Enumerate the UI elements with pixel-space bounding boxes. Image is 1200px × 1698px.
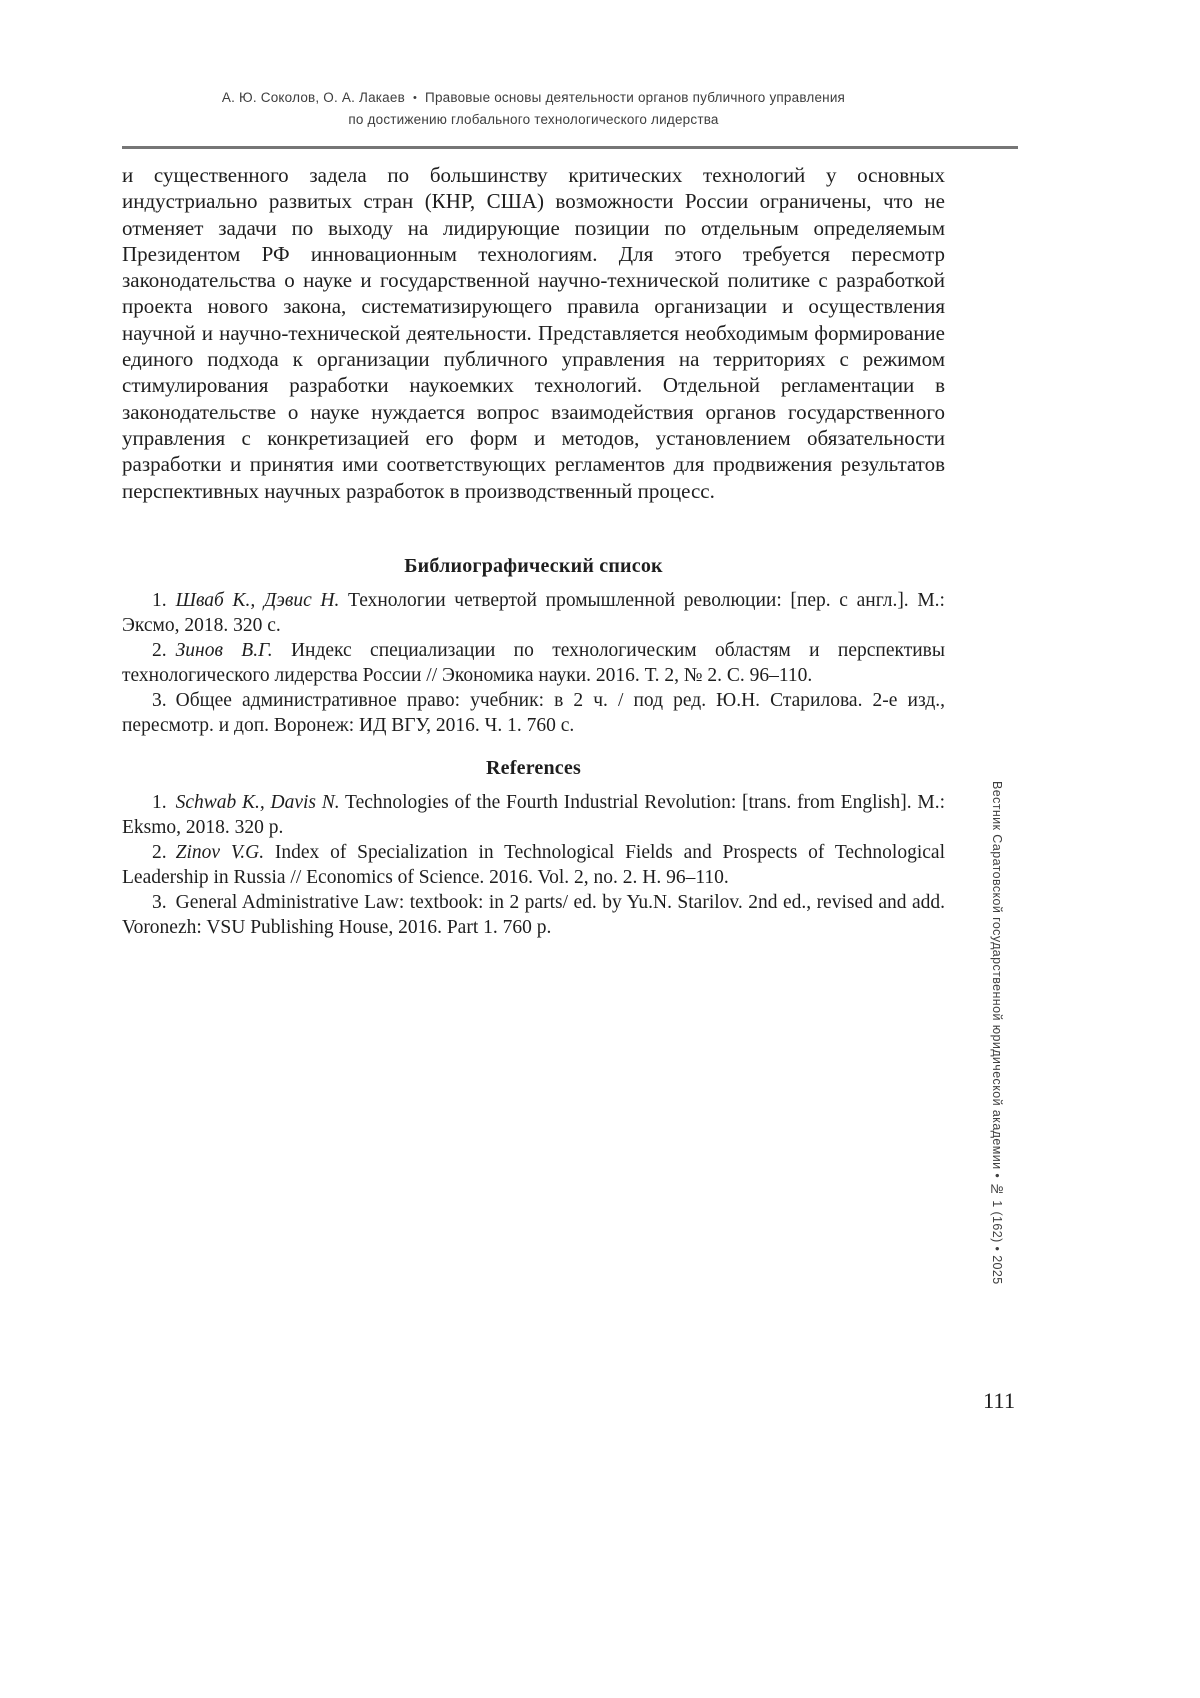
bibliography-item-2 (122, 638, 945, 688)
item-authors: Зинов В.Г. (175, 640, 273, 661)
header-divider-rule (122, 146, 1018, 149)
bibliography-section (122, 555, 945, 738)
reference-item-3 (122, 890, 945, 940)
item-authors: Zinov V.G. (175, 842, 265, 863)
bibliography-item-1 (122, 588, 945, 638)
running-header-line1 (122, 87, 945, 109)
header-authors: А. Ю. Соколов, О. А. Лакаев (221, 90, 405, 105)
header-title-part1: Правовые основы деятельности органов публичного управления (425, 90, 846, 105)
references-section (122, 757, 945, 940)
item-text: Общее административное право: учебник: в 2 ч. / под ред. Ю.Н. Старилова. 2-е изд., пересмотр. и доп. Воронеж: ИД ВГУ, 2016. Ч. 1. 760 с. (122, 690, 945, 736)
bullet-separator: • (412, 92, 418, 104)
page-number: 111 (983, 1388, 1016, 1413)
item-text: Technologies of the Fourth Industrial Revolution: [trans. from English]. M.: Eksmo, 2018. 320 p. (122, 792, 945, 838)
reference-item-1 (122, 790, 945, 840)
item-text: Индекс специализации по технологическим областям и перспективы технологического лидерства России // Экономика науки. 2016. Т. 2, № 2. С. 96–110. (122, 640, 945, 686)
item-number: 2. (152, 640, 167, 661)
item-number: 3. (152, 892, 167, 913)
item-number: 1. (152, 792, 167, 813)
item-number: 1. (152, 590, 167, 611)
bibliography-heading: Библиографический список (404, 555, 663, 577)
journal-vertical-caption: Вестник Саратовской государственной юридической академии • № 1 (162) • 2025 (990, 781, 1004, 1285)
references-heading: References (486, 757, 581, 779)
item-text: General Administrative Law: textbook: in 2 parts/ ed. by Yu.N. Starilov. 2nd ed., revised and add. Voronezh: VSU Publishing House, 2016. Part 1. 760 p. (122, 892, 945, 938)
bibliography-item-3 (122, 688, 945, 738)
running-header (122, 87, 945, 130)
item-number: 2. (152, 842, 167, 863)
item-authors: Шваб К., Дэвис Н. (175, 590, 340, 611)
body-paragraph: и существенного задела по большинству критических технологий у основных индустриально развитых стран (КНР, США) возможности России ограничены, что не отменяет задачи по выходу на лидирующие позиции по отдельным определяемым Президентом РФ инновационным технологиям. Для этого требуется пересмотр законодательства о науке и государственной научно-технической политике с разработкой проекта нового закона, систематизирующего правила организации и осуществления научной и научно-технической деятельности. Представляется необходимым формирование единого подхода к организации публичного управления на территориях с режимом стимулирования разработки наукоемких технологий. Отдельной регламентации в законодательстве о науке нуждается вопрос взаимодействия органов государственного управления с конкретизацией его форм и методов, установлением обязательности разработки и принятия ими соответствующих регламентов для продвижения результатов перспективных научных разработок в производственный процесс. (122, 163, 945, 503)
header-title-part2: по достижению глобального технологического лидерства (348, 112, 719, 127)
item-number: 3. (152, 690, 167, 711)
item-text: Технологии четвертой промышленной революции: [пер. с англ.]. М.: Эксмо, 2018. 320 с. (122, 590, 945, 636)
item-authors: Schwab K., Davis N. (175, 792, 340, 813)
item-text: Index of Specialization in Technological Fields and Prospects of Technological Leadership in Russia // Economics of Science. 2016. Vol. 2, no. 2. Н. 96–110. (122, 842, 945, 888)
reference-item-2 (122, 840, 945, 890)
